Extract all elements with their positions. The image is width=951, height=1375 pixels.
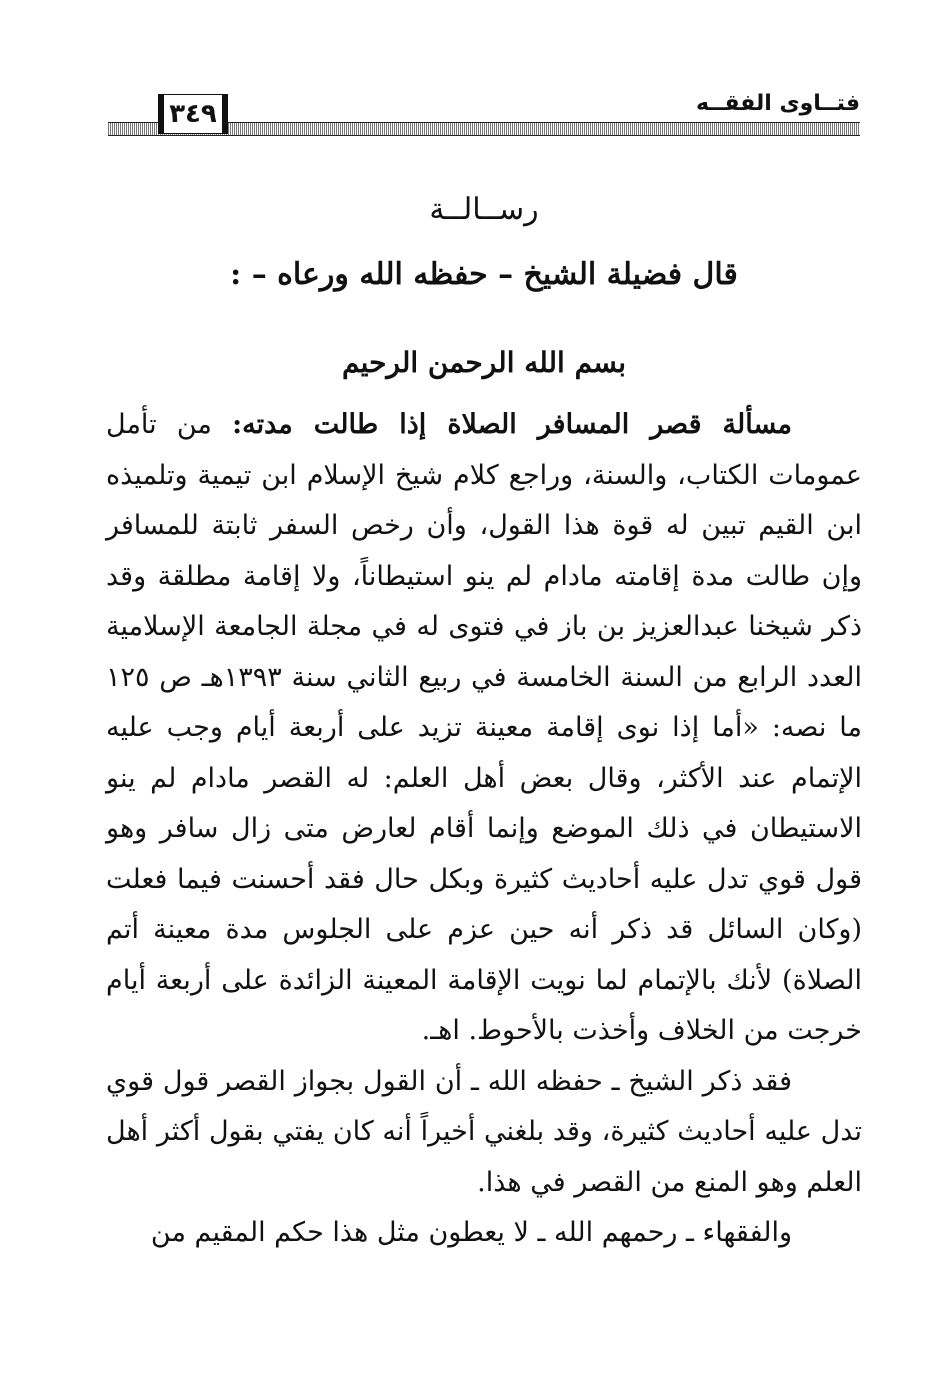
paragraph-3: والفقهاء ـ رحمهم الله ـ لا يعطون مثل هذا حكم المقيم من <box>150 1217 792 1248</box>
basmala: بسم الله الرحمن الرحيم <box>342 346 626 379</box>
section-title: رســالــة <box>429 192 539 227</box>
paragraph-1-text: من تأمل عمومات الكتاب، والسنة، وراجع كلام شيخ الإسلام ابن تيمية وتلميذه ابن القيم تبين له قوة هذا القول، وأن رخص السفر ثابتة للمسافر وإن طالت مدة إقامته مادام لم ينو استيطاناً، ولا إقامة مطلقة وقد ذكر شيخنا عبدالعزيز بن باز في فتوى له في مجلة الجامعة الإسلامية العدد الرابع من السنة الخامسة في ربيع الثاني سنة ١٣٩٣هـ ص ١٢٥ ما نصه: «أما إذا نوى إقامة معينة تزيد على أربعة أيام وجب عليه الإتمام عند الأكثر، وقال بعض أهل العلم: له القصر مادام لم ينو الاستيطان في ذلك الموضع وإنما أقام لعارض متى زال سافر وهو قول قوي تدل عليه أحاديث كثيرة وبكل حال فقد أحسنت فيما فعلت (وكان السائل قد ذكر أنه حين عزم على الجلوس مدة معينة أتم الصلاة) لأنك بالإتمام لما نويت الإقامة المعينة الزائدة على أربعة أيام خرجت من الخلاف وأخذت بالأحوط. اهـ. <box>106 409 862 1046</box>
body-text <box>106 400 862 1259</box>
running-header <box>108 88 860 138</box>
page-number: ٣٤٩ <box>158 94 228 134</box>
section-subtitle: قال فضيلة الشيخ – حفظه الله ورعاه – : <box>230 257 738 292</box>
paragraph-2: فقد ذكر الشيخ ـ حفظه الله ـ أن القول بجواز القصر قول قوي تدل عليه أحاديث كثيرة، وقد بلغني أخيراً أنه كان يفتي بقول أكثر أهل العلم وهو المنع من القصر في هذا. <box>106 1065 862 1198</box>
running-title: فتــاوى الفقــه <box>695 91 860 116</box>
question-title: مسألة قصر المسافر الصلاة إذا طالت مدته: <box>232 409 792 440</box>
paragraph-1 <box>106 400 862 1057</box>
